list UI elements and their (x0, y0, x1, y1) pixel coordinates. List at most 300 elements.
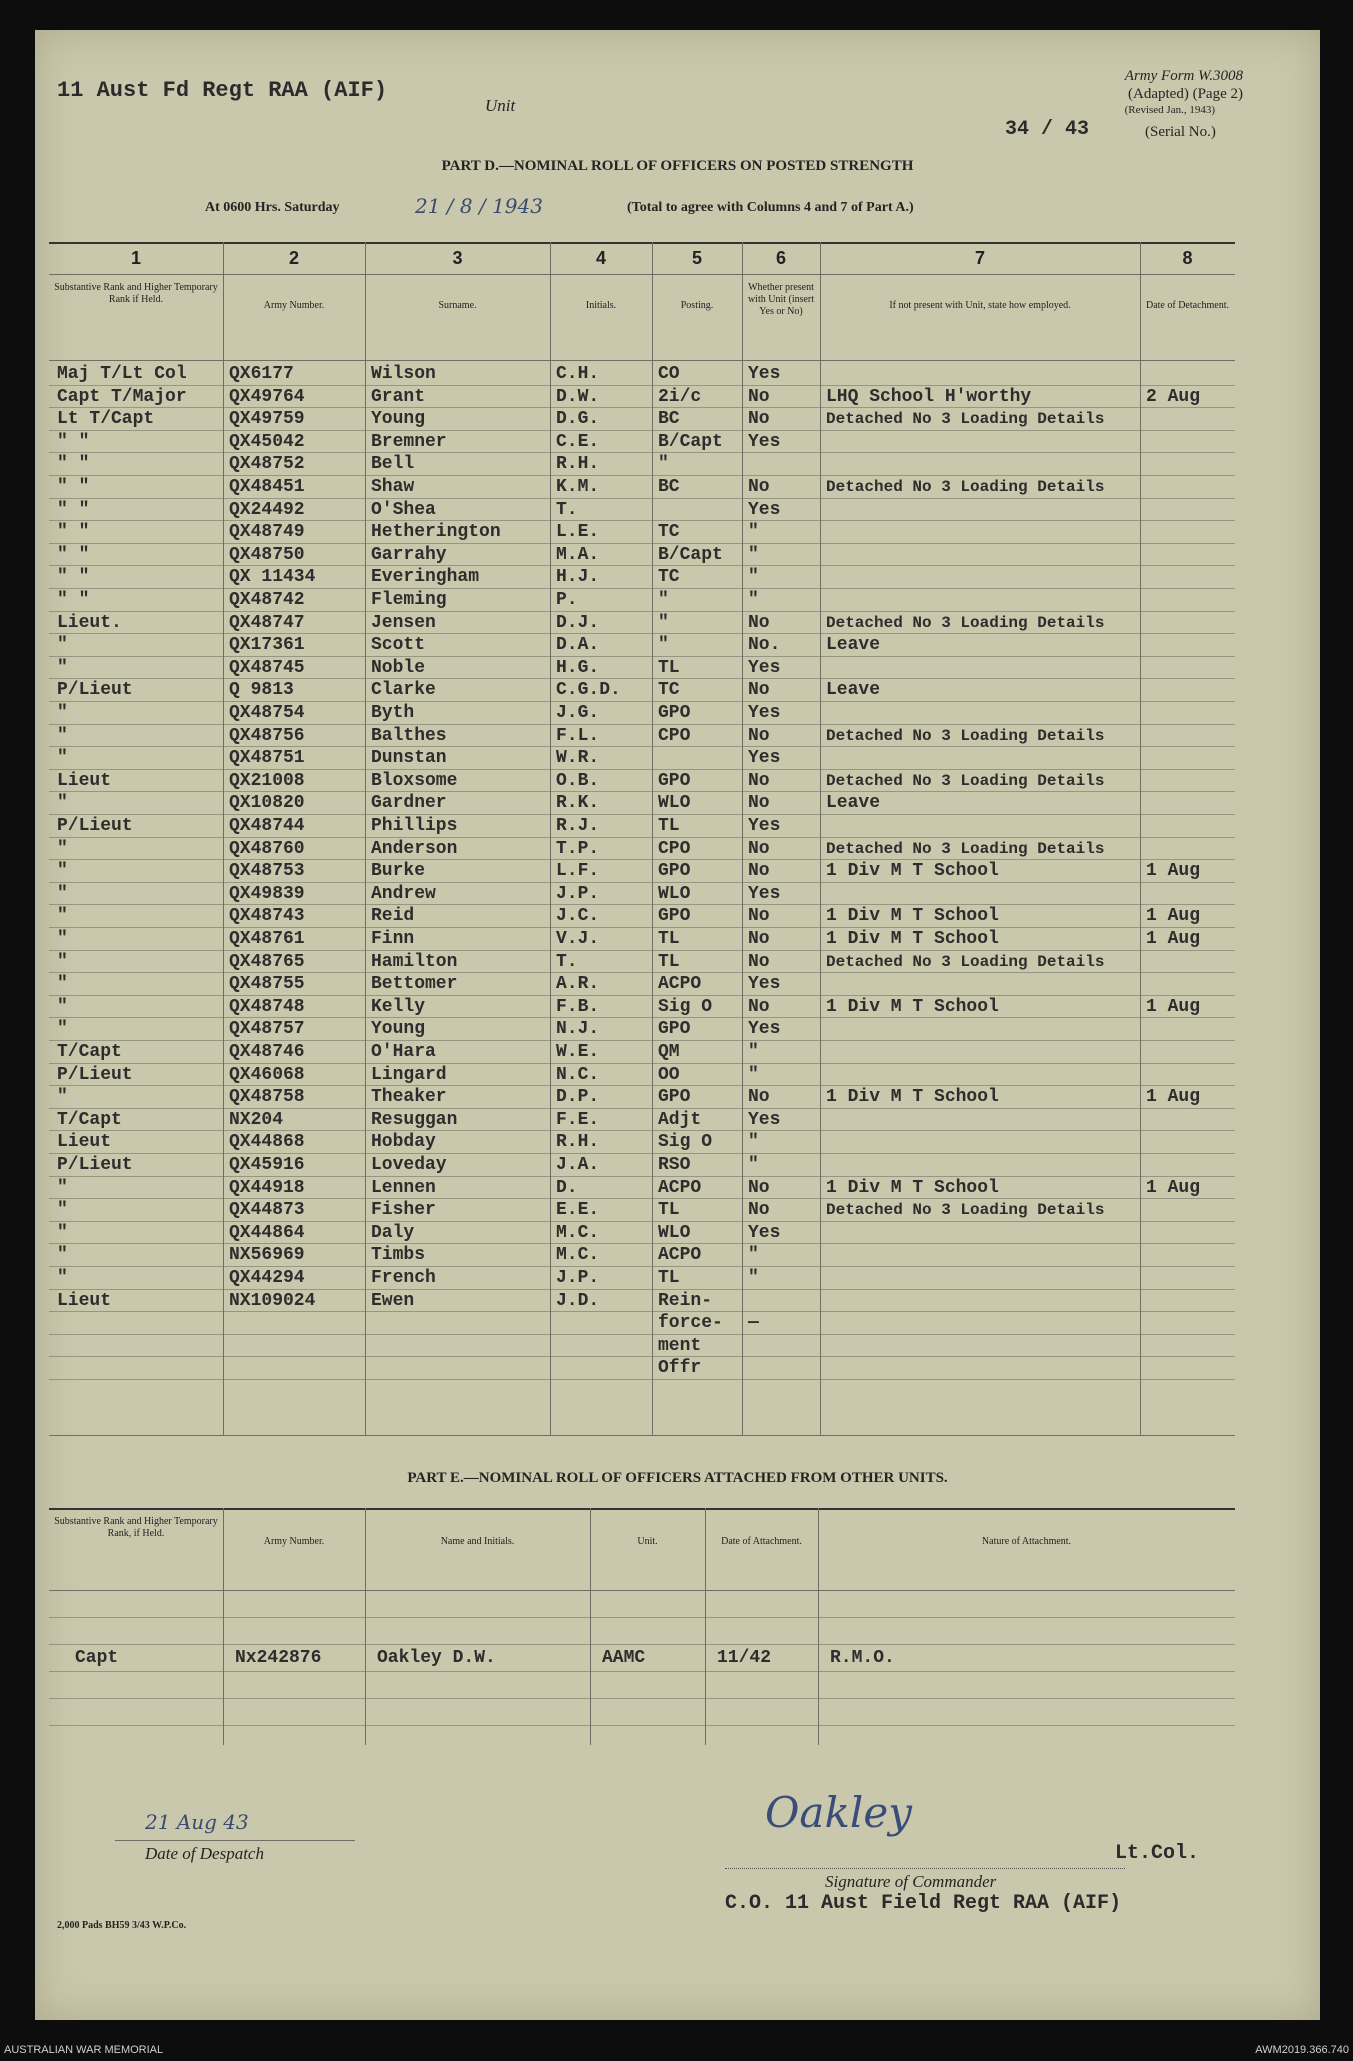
row-22-present: No (748, 838, 770, 859)
row-1-present: Yes (748, 364, 781, 384)
e-col-header-1: Substantive Rank and Higher Temporary Rank, if Held. (54, 1516, 218, 1539)
row-14-present: Yes (748, 657, 781, 678)
row-7-army-number: QX24492 (229, 499, 305, 520)
row-7-surname: O'Shea (371, 499, 436, 520)
row-19-present: No (748, 770, 770, 791)
row-15-initials: C.G.D. (556, 680, 621, 701)
row-8-army-number: QX48749 (229, 522, 305, 543)
row-21-army-number: QX48744 (229, 816, 305, 836)
row-2-present: No (748, 386, 770, 407)
row-7-present: Yes (748, 499, 781, 520)
form-revised: (Revised Jan., 1943) (1124, 104, 1215, 116)
row-37-posting: ACPO (658, 1177, 702, 1198)
row-35-posting: Sig O (658, 1132, 713, 1153)
row-23-employment: 1 Div M T School (826, 861, 999, 882)
at-time-prefix: At 0600 Hrs. Saturday (205, 200, 340, 215)
row-32-present: " (748, 1064, 759, 1085)
row-38-posting: TL (658, 1200, 680, 1221)
row-16-posting: GPO (658, 703, 691, 723)
row-14-army-number: QX48745 (229, 657, 305, 678)
row-23-surname: Burke (371, 861, 426, 882)
row-9-army-number: QX48750 (229, 544, 305, 565)
row-23-army-number: QX48753 (229, 861, 305, 882)
row-29-posting: Sig O (658, 996, 713, 1017)
row-27-present: No (748, 951, 770, 972)
row-31-rank: T/Capt (57, 1042, 122, 1062)
part-d-title: PART D.—NOMINAL ROLL OF OFFICERS ON POSTED STRENGTH (441, 158, 914, 174)
row-40-initials: M.C. (556, 1245, 600, 1266)
row-28-present: Yes (748, 974, 781, 995)
col-header-1: Substantive Rank and Higher Temporary Rank if Held. (54, 282, 218, 305)
row-30-present: Yes (748, 1019, 781, 1040)
row-25-initials: J.C. (556, 906, 600, 927)
row-42-initials: J.D. (556, 1290, 600, 1311)
row-3-surname: Young (371, 409, 426, 430)
row-32-initials: N.C. (556, 1064, 600, 1085)
commander-rank: Lt.Col. (1115, 1842, 1200, 1865)
row-25-employment: 1 Div M T School (826, 906, 999, 927)
row-22-initials: T.P. (556, 838, 600, 859)
row-30-rank: " (57, 1019, 68, 1040)
col-header-8: Date of Detachment. (1145, 300, 1230, 311)
row-29-rank: " (57, 996, 68, 1017)
row-29-present: No (748, 996, 770, 1017)
row-18-initials: W.R. (556, 748, 600, 769)
row-6-employment: Detached No 3 Loading Details (826, 478, 1105, 496)
commander-title: C.O. 11 Aust Field Regt RAA (AIF) (725, 1892, 1122, 1915)
row-9-present: " (748, 544, 759, 565)
row-3-initials: D.G. (556, 409, 600, 430)
row-8-rank: " " (57, 522, 90, 543)
row-27-posting: TL (658, 951, 680, 972)
commander-signature: Oakley (765, 1788, 912, 1837)
row-35-present: " (748, 1132, 759, 1153)
row-22-surname: Anderson (371, 838, 458, 859)
row-20-rank: " (57, 793, 68, 814)
row-5-posting: " (658, 454, 669, 475)
row-17-rank: " (57, 725, 68, 746)
col-header-3: Surname. (438, 300, 477, 311)
row-15-army-number: Q 9813 (229, 680, 294, 701)
row-10-surname: Everingham (371, 567, 480, 588)
row-17-present: No (748, 725, 770, 746)
row-37-rank: " (57, 1177, 68, 1198)
row-26-present: No (748, 929, 770, 949)
row-33-rank: " (57, 1087, 68, 1108)
row-4-initials: C.E. (556, 431, 600, 452)
row-4-surname: Bremner (371, 431, 447, 452)
row-38-army-number: QX44873 (229, 1200, 305, 1221)
col-header-2: Army Number. (263, 300, 325, 311)
posting-continuation-2: ment (658, 1335, 702, 1356)
col-number-8: 8 (1182, 248, 1193, 268)
row-33-surname: Theaker (371, 1087, 447, 1108)
row-12-posting: " (658, 612, 669, 633)
row-27-surname: Hamilton (371, 951, 458, 972)
form-number: Army Form W.3008 (1124, 68, 1243, 84)
row-34-surname: Resuggan (371, 1109, 458, 1130)
row-33-employment: 1 Div M T School (826, 1087, 999, 1108)
row-6-initials: K.M. (556, 477, 600, 497)
row-38-employment: Detached No 3 Loading Details (826, 1201, 1105, 1220)
archive-bar (0, 2035, 1353, 2061)
row-18-army-number: QX48751 (229, 748, 305, 769)
row-2-posting: 2i/c (658, 386, 702, 407)
row-15-posting: TC (658, 680, 680, 701)
row-32-rank: P/Lieut (57, 1064, 133, 1085)
e-col-header-6: Nature of Attachment. (981, 1536, 1072, 1547)
col-number-6: 6 (775, 248, 786, 268)
row-38-rank: " (57, 1200, 68, 1221)
row-2-rank: Capt T/Major (57, 386, 187, 407)
row-13-army-number: QX17361 (229, 635, 305, 656)
row-26-employment: 1 Div M T School (826, 929, 999, 949)
row-12-initials: D.J. (556, 612, 600, 633)
row-4-rank: " " (57, 431, 90, 452)
row-25-surname: Reid (371, 906, 415, 927)
row-37-initials: D. (556, 1177, 578, 1198)
row-2-employment: LHQ School H'worthy (826, 386, 1032, 407)
row-40-army-number: NX56969 (229, 1245, 305, 1266)
present-dash: — (748, 1313, 759, 1334)
row-32-posting: OO (658, 1064, 680, 1085)
row-3-posting: BC (658, 409, 680, 430)
row-10-present: " (748, 567, 759, 588)
col-number-1: 1 (130, 248, 141, 268)
row-9-initials: M.A. (556, 544, 600, 565)
row-35-rank: Lieut (57, 1132, 112, 1153)
row-39-posting: WLO (658, 1222, 691, 1243)
row-24-rank: " (57, 883, 68, 904)
row-15-surname: Clarke (371, 680, 436, 701)
row-25-rank: " (57, 906, 68, 927)
row-14-initials: H.G. (556, 657, 600, 678)
row-41-surname: French (371, 1268, 436, 1288)
row-7-initials: T. (556, 499, 578, 520)
row-5-initials: R.H. (556, 454, 600, 475)
row-37-present: No (748, 1177, 770, 1198)
row-26-surname: Finn (371, 929, 415, 949)
row-20-army-number: QX10820 (229, 793, 305, 814)
row-12-employment: Detached No 3 Loading Details (826, 613, 1105, 632)
total-note: (Total to agree with Columns 4 and 7 of Part A.) (627, 200, 914, 215)
row-29-detach-date: 1 Aug (1146, 996, 1201, 1017)
col-header-5: Posting. (680, 300, 714, 311)
row-30-surname: Young (371, 1019, 426, 1040)
row-3-employment: Detached No 3 Loading Details (826, 410, 1105, 429)
row-26-initials: V.J. (556, 929, 600, 949)
col-number-3: 3 (452, 248, 463, 268)
row-13-surname: Scott (371, 635, 426, 656)
row-14-posting: TL (658, 657, 680, 678)
row-25-posting: GPO (658, 906, 691, 927)
row-2-surname: Grant (371, 386, 426, 407)
row-41-present: " (748, 1268, 759, 1288)
row-18-surname: Dunstan (371, 748, 447, 769)
row-12-present: No (748, 612, 770, 633)
row-11-initials: P. (556, 590, 578, 610)
row-27-army-number: QX48765 (229, 951, 305, 972)
posting-continuation-3: Offr (658, 1358, 702, 1379)
row-1-posting: CO (658, 364, 680, 384)
row-41-posting: TL (658, 1268, 680, 1288)
row-26-detach-date: 1 Aug (1146, 929, 1201, 949)
row-17-employment: Detached No 3 Loading Details (826, 726, 1105, 745)
row-35-initials: R.H. (556, 1132, 600, 1153)
row-10-army-number: QX 11434 (229, 567, 316, 588)
row-6-rank: " " (57, 477, 90, 497)
row-15-present: No (748, 680, 770, 701)
row-42-army-number: NX109024 (229, 1290, 316, 1311)
row-15-rank: P/Lieut (57, 680, 133, 701)
row-23-rank: " (57, 861, 68, 882)
row-3-present: No (748, 409, 770, 430)
row-20-initials: R.K. (556, 793, 600, 814)
row-30-initials: N.J. (556, 1019, 600, 1040)
archive-right: AWM2019.366.740 (1255, 2044, 1349, 2056)
row-19-army-number: QX21008 (229, 770, 305, 791)
row-24-posting: WLO (658, 883, 691, 904)
row-14-rank: " (57, 657, 68, 678)
e-row-rank: Capt (75, 1648, 119, 1668)
row-8-posting: TC (658, 522, 680, 543)
row-13-posting: " (658, 635, 669, 656)
row-23-initials: L.F. (556, 861, 600, 882)
row-10-posting: TC (658, 567, 680, 588)
row-25-detach-date: 1 Aug (1146, 906, 1201, 927)
row-21-posting: TL (658, 816, 680, 836)
col-number-5: 5 (691, 248, 702, 268)
row-25-army-number: QX48743 (229, 906, 305, 927)
row-33-detach-date: 1 Aug (1146, 1087, 1201, 1108)
row-23-present: No (748, 861, 770, 882)
row-39-surname: Daly (371, 1222, 415, 1243)
row-37-army-number: QX44918 (229, 1177, 305, 1198)
row-12-surname: Jensen (371, 612, 436, 633)
row-10-rank: " " (57, 567, 90, 588)
at-date: 21 / 8 / 1943 (415, 194, 543, 218)
row-34-posting: Adjt (658, 1109, 702, 1130)
row-34-present: Yes (748, 1109, 781, 1130)
row-41-rank: " (57, 1268, 68, 1288)
e-col-header-3: Name and Initials. (440, 1536, 515, 1547)
row-11-present: " (748, 590, 759, 610)
row-3-rank: Lt T/Capt (57, 409, 155, 430)
row-35-surname: Hobday (371, 1132, 436, 1153)
row-32-army-number: QX46068 (229, 1064, 305, 1085)
row-27-initials: T. (556, 951, 578, 972)
col-number-4: 4 (595, 248, 606, 268)
row-28-rank: " (57, 974, 68, 995)
row-36-army-number: QX45916 (229, 1155, 305, 1175)
col-header-7: If not present with Unit, state how employed. (889, 300, 1071, 311)
row-9-surname: Garrahy (371, 544, 447, 565)
row-30-army-number: QX48757 (229, 1019, 305, 1040)
row-4-posting: B/Capt (658, 431, 723, 452)
row-21-present: Yes (748, 816, 781, 836)
row-39-initials: M.C. (556, 1222, 600, 1243)
row-28-posting: ACPO (658, 974, 702, 995)
row-42-rank: Lieut (57, 1290, 112, 1311)
row-8-surname: Hetherington (371, 522, 501, 543)
row-22-rank: " (57, 838, 68, 859)
row-22-army-number: QX48760 (229, 838, 305, 859)
row-11-posting: " (658, 590, 669, 610)
row-1-army-number: QX6177 (229, 364, 294, 384)
row-31-present: " (748, 1042, 759, 1062)
row-28-surname: Bettomer (371, 974, 458, 995)
row-41-initials: J.P. (556, 1268, 600, 1288)
row-26-rank: " (57, 929, 68, 949)
e-col-header-4: Unit. (637, 1536, 658, 1547)
row-40-surname: Timbs (371, 1245, 426, 1266)
row-17-initials: F.L. (556, 725, 600, 746)
row-26-army-number: QX48761 (229, 929, 305, 949)
row-18-rank: " (57, 748, 68, 769)
e-row-nature: R.M.O. (830, 1648, 895, 1668)
row-42-surname: Ewen (371, 1290, 415, 1311)
row-16-rank: " (57, 703, 68, 723)
row-19-initials: O.B. (556, 770, 600, 791)
row-39-rank: " (57, 1222, 68, 1243)
row-21-rank: P/Lieut (57, 816, 133, 836)
row-16-present: Yes (748, 703, 781, 723)
row-39-army-number: QX44864 (229, 1222, 305, 1243)
row-11-army-number: QX48742 (229, 590, 305, 610)
row-28-initials: A.R. (556, 974, 600, 995)
row-36-rank: P/Lieut (57, 1155, 133, 1175)
archive-left: AUSTRALIAN WAR MEMORIAL (4, 2044, 164, 2056)
row-6-surname: Shaw (371, 477, 415, 497)
row-5-army-number: QX48752 (229, 454, 305, 475)
row-29-employment: 1 Div M T School (826, 996, 999, 1017)
row-39-present: Yes (748, 1222, 781, 1243)
row-12-army-number: QX48747 (229, 612, 305, 633)
row-35-army-number: QX44868 (229, 1132, 305, 1153)
row-18-present: Yes (748, 748, 781, 769)
row-12-rank: Lieut. (57, 612, 122, 633)
row-33-present: No (748, 1087, 770, 1108)
row-24-surname: Andrew (371, 883, 436, 904)
row-37-surname: Lennen (371, 1177, 436, 1198)
row-32-surname: Lingard (371, 1064, 447, 1085)
e-row-army-number: Nx242876 (235, 1648, 322, 1668)
row-1-rank: Maj T/Lt Col (57, 364, 187, 384)
row-5-surname: Bell (371, 454, 415, 475)
row-26-posting: TL (658, 929, 680, 949)
row-16-initials: J.G. (556, 703, 600, 723)
row-34-army-number: NX204 (229, 1109, 284, 1130)
row-22-posting: CPO (658, 838, 691, 859)
row-13-initials: D.A. (556, 635, 600, 656)
row-31-initials: W.E. (556, 1042, 600, 1062)
row-34-rank: T/Capt (57, 1109, 122, 1130)
row-14-surname: Noble (371, 657, 426, 678)
row-6-present: No (748, 477, 770, 497)
row-24-present: Yes (748, 883, 781, 904)
serial-label: (Serial No.) (1145, 124, 1216, 140)
e-col-header-2: Army Number. (263, 1536, 325, 1547)
row-2-detach-date: 2 Aug (1146, 386, 1201, 407)
row-33-army-number: QX48758 (229, 1087, 305, 1108)
row-20-employment: Leave (826, 793, 881, 814)
row-17-posting: CPO (658, 725, 691, 746)
row-19-rank: Lieut (57, 770, 112, 791)
row-20-posting: WLO (658, 793, 691, 814)
posting-continuation-1: force- (658, 1313, 723, 1334)
row-19-surname: Bloxsome (371, 770, 458, 791)
row-41-army-number: QX44294 (229, 1268, 305, 1288)
row-38-surname: Fisher (371, 1200, 436, 1221)
row-19-employment: Detached No 3 Loading Details (826, 771, 1105, 790)
row-37-detach-date: 1 Aug (1146, 1177, 1201, 1198)
row-5-rank: " " (57, 454, 90, 475)
row-11-rank: " " (57, 590, 90, 610)
col-header-6: Whether present with Unit (insert Yes or No) (747, 282, 815, 317)
row-36-initials: J.A. (556, 1155, 600, 1175)
row-2-initials: D.W. (556, 386, 600, 407)
row-13-rank: " (57, 635, 68, 656)
row-11-surname: Fleming (371, 590, 447, 610)
row-23-detach-date: 1 Aug (1146, 861, 1201, 882)
row-17-surname: Balthes (371, 725, 447, 746)
e-row-unit: AAMC (602, 1648, 646, 1668)
row-6-posting: BC (658, 477, 680, 497)
row-4-present: Yes (748, 431, 781, 452)
e-row-name: Oakley D.W. (377, 1648, 496, 1668)
row-21-initials: R.J. (556, 816, 600, 836)
row-29-initials: F.B. (556, 996, 600, 1017)
row-38-initials: E.E. (556, 1200, 600, 1221)
row-29-army-number: QX48748 (229, 996, 305, 1017)
row-28-army-number: QX48755 (229, 974, 305, 995)
row-25-present: No (748, 906, 770, 927)
row-33-posting: GPO (658, 1087, 691, 1108)
row-34-initials: F.E. (556, 1109, 600, 1130)
part-e-title: PART E.—NOMINAL ROLL OF OFFICERS ATTACHED FROM OTHER UNITS. (407, 1470, 948, 1486)
row-27-employment: Detached No 3 Loading Details (826, 952, 1105, 971)
form-sheet (35, 30, 1320, 2020)
row-22-employment: Detached No 3 Loading Details (826, 839, 1105, 858)
row-36-present: " (748, 1155, 759, 1175)
row-13-present: No. (748, 635, 781, 656)
print-note: 2,000 Pads BH59 3/43 W.P.Co. (57, 1920, 187, 1931)
row-9-rank: " " (57, 544, 90, 565)
row-33-initials: D.P. (556, 1087, 600, 1108)
row-1-surname: Wilson (371, 364, 436, 384)
row-8-present: " (748, 522, 759, 543)
row-42-posting: Rein- (658, 1290, 713, 1311)
row-37-employment: 1 Div M T School (826, 1177, 999, 1198)
col-number-2: 2 (288, 248, 299, 268)
row-1-initials: C.H. (556, 364, 600, 384)
serial-number: 34 / 43 (1005, 118, 1090, 141)
e-row-attach-date: 11/42 (717, 1648, 772, 1668)
row-31-posting: QM (658, 1042, 680, 1062)
row-40-posting: ACPO (658, 1245, 702, 1266)
despatch-date: 21 Aug 43 (145, 1810, 249, 1834)
row-20-surname: Gardner (371, 793, 447, 814)
form-adapted: (Adapted) (Page 2) (1128, 86, 1243, 102)
row-13-employment: Leave (826, 635, 881, 656)
row-10-initials: H.J. (556, 567, 600, 588)
row-20-present: No (748, 793, 770, 814)
row-40-rank: " (57, 1245, 68, 1266)
row-19-posting: GPO (658, 770, 691, 791)
col-number-7: 7 (974, 248, 985, 268)
unit-name: 11 Aust Fd Regt RAA (AIF) (57, 78, 388, 103)
row-4-army-number: QX45042 (229, 431, 305, 452)
